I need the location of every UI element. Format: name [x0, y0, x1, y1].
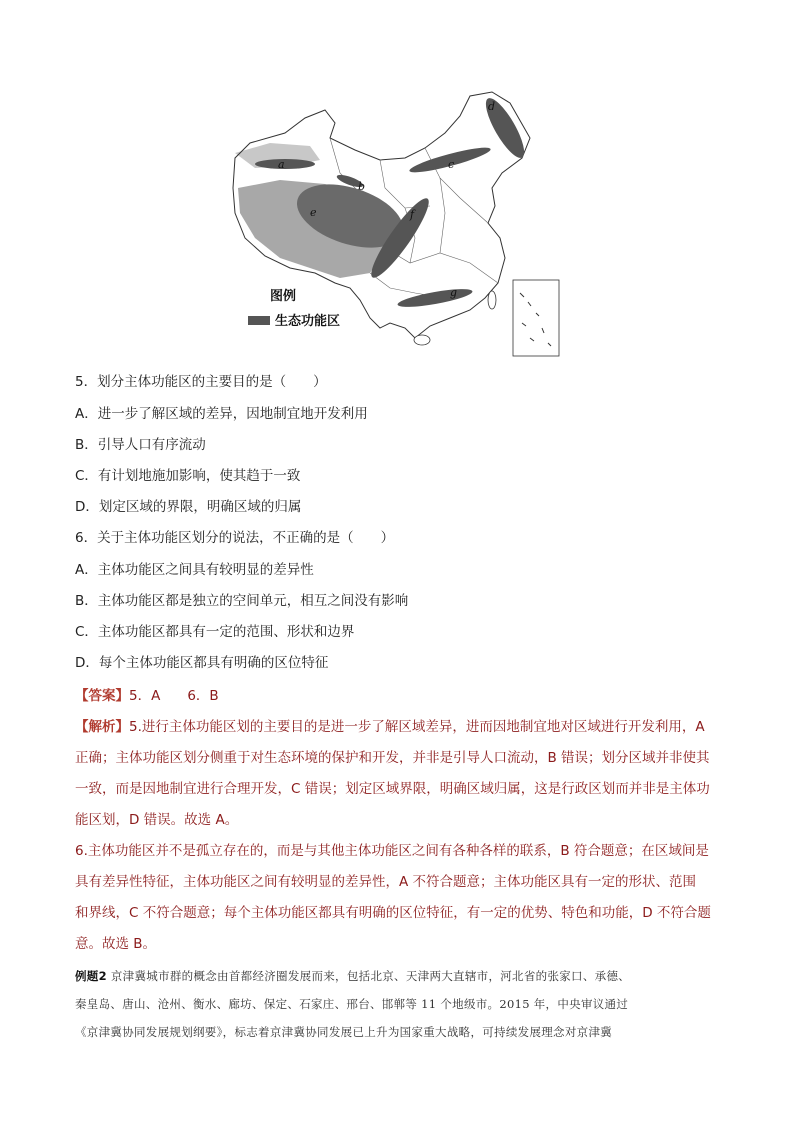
legend-title: 图例	[270, 289, 297, 304]
zone-label-e: e	[310, 206, 317, 219]
question-5-option-a: A．进一步了解区域的差异，因地制宜地开发利用	[75, 406, 368, 422]
question-5-stem: 5．划分主体功能区的主要目的是（ ）	[75, 374, 327, 390]
analysis-block-6	[75, 836, 725, 960]
analysis-line: 具有差异性特征，主体功能区之间有较明显的差异性，A 不符合题意；主体功能区具有一定的形状、范围	[75, 874, 697, 890]
analysis-line-1: 5.进行主体功能区划的主要目的是进一步了解区域差异，进而因地制宜地对区域进行开发利用，A	[129, 719, 705, 735]
zone-label-a: a	[278, 158, 285, 171]
china-map-figure	[230, 88, 570, 360]
analysis-tag: 【解析】	[75, 719, 129, 735]
hainan-island	[414, 335, 430, 345]
zone-label-d: d	[488, 100, 496, 113]
example-tag: 例题2	[75, 969, 107, 983]
question-5-option-d: D．划定区域的界限，明确区域的归属	[75, 499, 302, 515]
analysis-line: 能区划，D 错误。故选 A。	[75, 812, 239, 828]
question-6-option-a: A．主体功能区之间具有较明显的差异性	[75, 562, 314, 578]
example-line: 秦皇岛、唐山、沧州、衡水、廊坊、保定、石家庄、邢台、邯郸等 11 个地级市。2015 年，中央审议通过	[75, 997, 629, 1011]
zone-g	[397, 285, 474, 310]
zone-label-b: b	[358, 180, 366, 193]
answer-tag: 【答案】	[75, 688, 129, 704]
analysis-block-5	[75, 712, 725, 836]
question-5-option-b: B．引导人口有序流动	[75, 437, 206, 453]
analysis-line: 意。故选 B。	[75, 936, 157, 952]
answer-line	[75, 684, 219, 704]
legend-swatch	[248, 316, 270, 325]
zone-label-g: g	[450, 286, 458, 299]
question-6-option-d: D．每个主体功能区都具有明确的区位特征	[75, 655, 329, 671]
analysis-line: 6.主体功能区并不是孤立存在的，而是与其他主体功能区之间有各种各样的联系，B 符合题意；在区域间是	[75, 843, 709, 859]
analysis-line: 一致，而是因地制宜进行合理开发，C 错误；划定区域界限，明确区域归属，这是行政区划而并非是主体功	[75, 781, 710, 797]
question-6-option-b: B．主体功能区都是独立的空间单元，相互之间没有影响	[75, 593, 409, 609]
taiwan-island	[488, 291, 496, 309]
south-china-sea-inset	[513, 280, 559, 356]
example-line: 《京津冀协同发展规划纲要》，标志着京津冀协同发展已上升为国家重大战略，可持续发展理念对京津冀	[75, 1025, 613, 1039]
analysis-line: 正确；主体功能区划分侧重于对生态环境的保护和开发，并非是引导人口流动，B 错误；划分区域并非使其	[75, 750, 710, 766]
question-6-option-c: C．主体功能区都具有一定的范围、形状和边界	[75, 624, 355, 640]
zone-label-f: f	[410, 208, 415, 221]
answer-text: 5．A 6．B	[129, 688, 219, 704]
analysis-line	[75, 712, 725, 743]
legend-item-label: 生态功能区	[275, 314, 341, 329]
example-2-block	[75, 962, 725, 1046]
example-line-1: 京津冀城市群的概念由首都经济圈发展而来，包括北京、天津两大直辖市，河北省的张家口、承德、	[106, 969, 631, 983]
question-5-option-c: C．有计划地施加影响，使其趋于一致	[75, 468, 301, 484]
analysis-line: 和界线，C 不符合题意；每个主体功能区都具有明确的区位特征，有一定的优势、特色和功能，D 不符合题	[75, 905, 711, 921]
question-6-stem: 6．关于主体功能区划分的说法，不正确的是（ ）	[75, 530, 395, 546]
example-line	[75, 962, 725, 990]
zone-label-c: c	[448, 158, 455, 171]
zone-a	[255, 159, 315, 169]
